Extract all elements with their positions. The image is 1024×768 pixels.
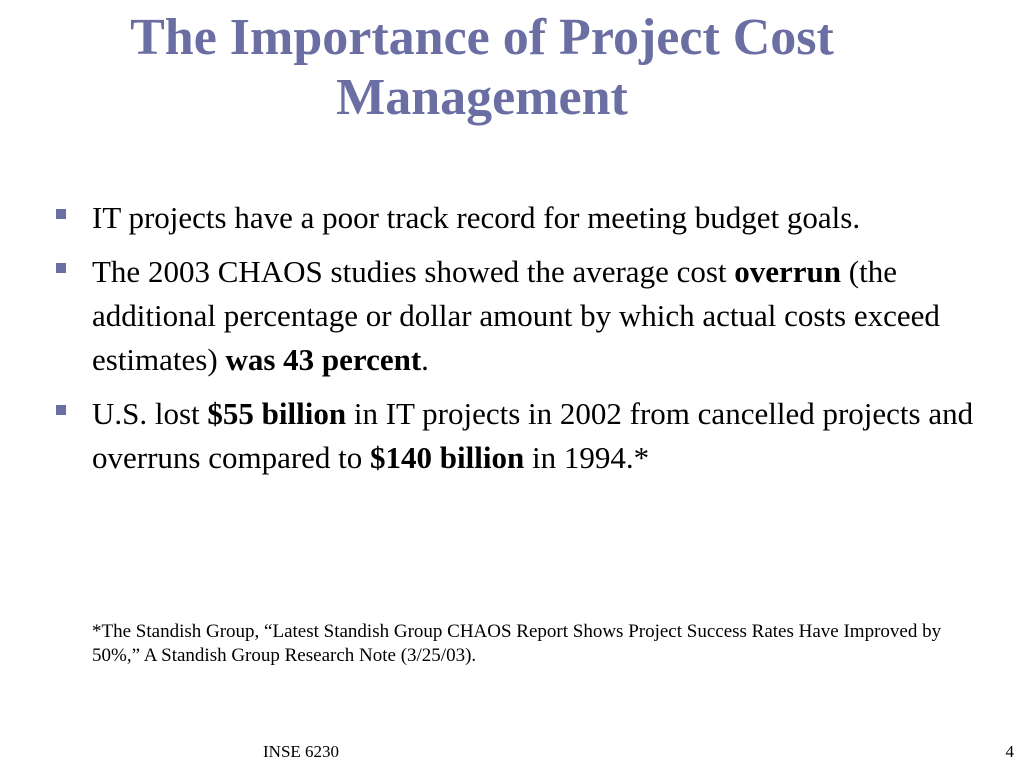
bullet-text-part: U.S. lost xyxy=(92,396,208,431)
page-number: 4 xyxy=(1005,742,1014,761)
bullet-text-part: in 1994.* xyxy=(524,440,650,475)
bullet-text-part: IT projects have a poor track record for meeting budget goals. xyxy=(92,200,861,235)
bullet-text-emphasis: $140 billion xyxy=(370,440,525,475)
bullet-text xyxy=(92,200,860,235)
bullet-item-budget-record xyxy=(54,196,974,240)
bullet-item-chaos-overrun xyxy=(54,250,974,382)
bullet-text-emphasis: overrun xyxy=(734,254,842,289)
bullet-text-emphasis: was 43 percent xyxy=(225,342,422,377)
bullet-text xyxy=(92,254,940,377)
bullet-text xyxy=(92,396,973,475)
square-bullet-icon xyxy=(56,209,66,219)
bullet-text-part: The 2003 CHAOS studies showed the average cost xyxy=(92,254,735,289)
slide-title-line-1: The Importance of Project Cost xyxy=(130,9,834,66)
bullet-text-part: . xyxy=(421,342,429,377)
square-bullet-icon xyxy=(56,263,66,273)
bullet-list xyxy=(54,196,974,490)
bullet-text-part: (the additional percentage or dollar amount by which actual costs exceed estimates) xyxy=(92,254,940,377)
slide-title xyxy=(0,8,964,128)
bullet-text-emphasis: $55 billion xyxy=(207,396,347,431)
footer-course-code: INSE 6230 xyxy=(263,742,340,761)
bullet-text-part: in IT projects in 2002 from cancelled projects and overruns compared to xyxy=(92,396,974,475)
footnote-citation: *The Standish Group, “Latest Standish Group CHAOS Report Shows Project Success Rates Have Improved by 50%,” A Standish Group Research Note (3/25/03). xyxy=(92,621,942,666)
square-bullet-icon xyxy=(56,405,66,415)
slide-title-line-2: Management xyxy=(336,69,628,126)
bullet-item-us-losses xyxy=(54,392,974,480)
